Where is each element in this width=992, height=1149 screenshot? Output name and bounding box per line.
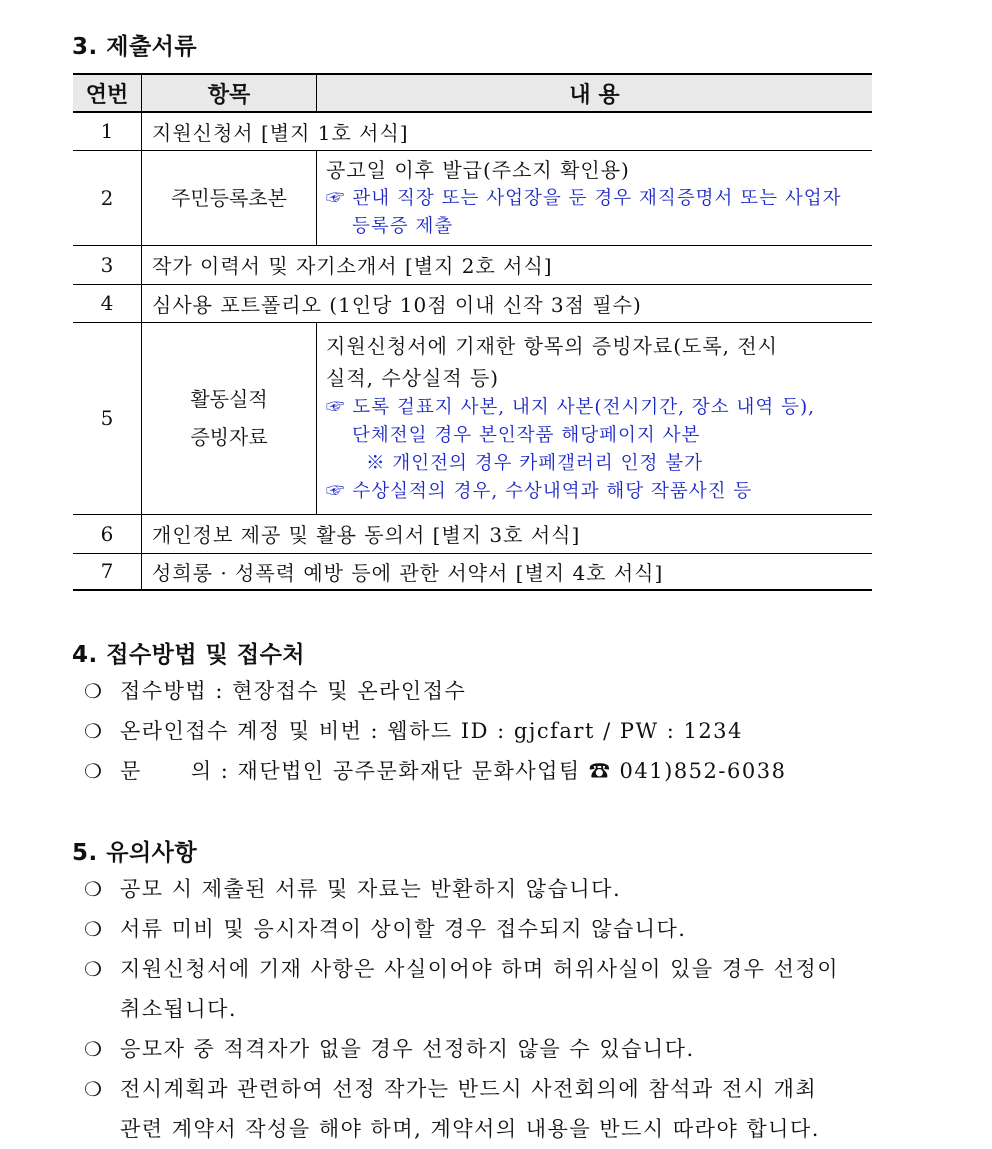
- table-row: [73, 514, 872, 553]
- row-content: [317, 150, 873, 245]
- list-item-text: 공모 시 제출된 서류 및 자료는 반환하지 않습니다.: [120, 877, 622, 901]
- section-5-list: [84, 869, 839, 1149]
- table-row: [73, 150, 872, 245]
- list-item-text: 문 의 : 재단법인 공주문화재단 문화사업팀 ☎ 041)852-6038: [120, 759, 787, 783]
- row-text: 성희롱 · 성폭력 예방 등에 관한 서약서 [별지 4호 서식]: [142, 553, 873, 590]
- row-main-text: 실적, 수상실적 등): [326, 366, 500, 390]
- circle-bullet-icon: ❍: [84, 917, 104, 941]
- list-item: [84, 869, 839, 909]
- table-row: [73, 112, 872, 150]
- row-item-line: 증빙자료: [190, 425, 268, 449]
- circle-bullet-icon: ❍: [84, 1037, 104, 1061]
- row-text: 개인정보 제공 및 활용 동의서 [별지 3호 서식]: [142, 514, 873, 553]
- circle-bullet-icon: ❍: [84, 719, 104, 743]
- list-item: [84, 909, 839, 949]
- row-item: 주민등록초본: [142, 150, 317, 245]
- list-item-text: 접수방법 : 현장접수 및 온라인접수: [120, 679, 467, 703]
- list-item: [84, 711, 786, 751]
- table-row: [73, 322, 872, 514]
- row-num: 4: [73, 284, 142, 322]
- list-item: [84, 751, 786, 791]
- section-3-title: 3. 제출서류: [72, 34, 198, 60]
- circle-bullet-icon: ❍: [84, 877, 104, 901]
- list-item-text: 전시계획과 관련하여 선정 작가는 반드시 사전회의에 참석과 전시 개최: [120, 1077, 818, 1101]
- list-item: [84, 671, 786, 711]
- header-item: 항목: [142, 74, 317, 112]
- row-num: 2: [73, 150, 142, 245]
- row-note: ☞ 도록 겉표지 사본, 내지 사본(전시기간, 장소 내역 등),: [326, 397, 816, 418]
- row-item: [142, 322, 317, 514]
- row-text: 지원신청서 [별지 1호 서식]: [142, 112, 873, 150]
- section-5-title: 5. 유의사항: [72, 840, 198, 866]
- table-header-row: [73, 74, 872, 112]
- circle-bullet-icon: ❍: [84, 1077, 104, 1101]
- list-item-text: 서류 미비 및 응시자격이 상이할 경우 접수되지 않습니다.: [120, 917, 687, 941]
- circle-bullet-icon: ❍: [84, 679, 104, 703]
- row-num: 7: [73, 553, 142, 590]
- row-num: 3: [73, 245, 142, 284]
- section-4-list: [84, 671, 786, 791]
- row-text: 작가 이력서 및 자기소개서 [별지 2호 서식]: [142, 245, 873, 284]
- row-num: 1: [73, 112, 142, 150]
- row-note: ☞ 수상실적의 경우, 수상내역과 해당 작품사진 등: [326, 481, 753, 502]
- row-content: [317, 322, 873, 514]
- row-num: 6: [73, 514, 142, 553]
- table-row: [73, 245, 872, 284]
- row-note: 단체전일 경우 본인작품 해당페이지 사본: [352, 425, 701, 446]
- row-item-line: 활동실적: [190, 387, 268, 411]
- row-main-text: 공고일 이후 발급(주소지 확인용): [326, 157, 630, 182]
- documents-table: [73, 73, 872, 591]
- section-4-title: 4. 접수방법 및 접수처: [72, 642, 306, 668]
- header-num: 연번: [73, 74, 142, 112]
- row-note: ☞ 관내 직장 또는 사업장을 둔 경우 재직증명서 또는 사업자: [326, 187, 842, 209]
- table-row: [73, 284, 872, 322]
- list-item: [84, 1029, 839, 1069]
- row-note: ※ 개인전의 경우 카페갤러리 인정 불가: [366, 453, 703, 474]
- row-text: 심사용 포트폴리오 (1인당 10점 이내 신작 3점 필수): [142, 284, 873, 322]
- header-content: 내 용: [317, 74, 873, 112]
- list-item-text: 응모자 중 적격자가 없을 경우 선정하지 않을 수 있습니다.: [120, 1037, 695, 1061]
- row-note: 등록증 제출: [352, 215, 454, 237]
- list-item-text: 온라인접수 계정 및 비번 : 웹하드 ID : gjcfart / PW : 1234: [120, 719, 743, 743]
- row-num: 5: [73, 322, 142, 514]
- circle-bullet-icon: ❍: [84, 759, 104, 783]
- list-item: [84, 1069, 839, 1109]
- list-item: [84, 949, 839, 989]
- table-row: [73, 553, 872, 590]
- list-item-continuation: 관련 계약서 작성을 해야 하며, 계약서의 내용을 반드시 따라야 합니다.: [120, 1117, 820, 1141]
- list-item-continuation: 취소됩니다.: [120, 997, 238, 1021]
- circle-bullet-icon: ❍: [84, 957, 104, 981]
- row-main-text: 지원신청서에 기재한 항목의 증빙자료(도록, 전시: [326, 334, 778, 358]
- list-item-text: 지원신청서에 기재 사항은 사실이어야 하며 허위사실이 있을 경우 선정이: [120, 957, 839, 981]
